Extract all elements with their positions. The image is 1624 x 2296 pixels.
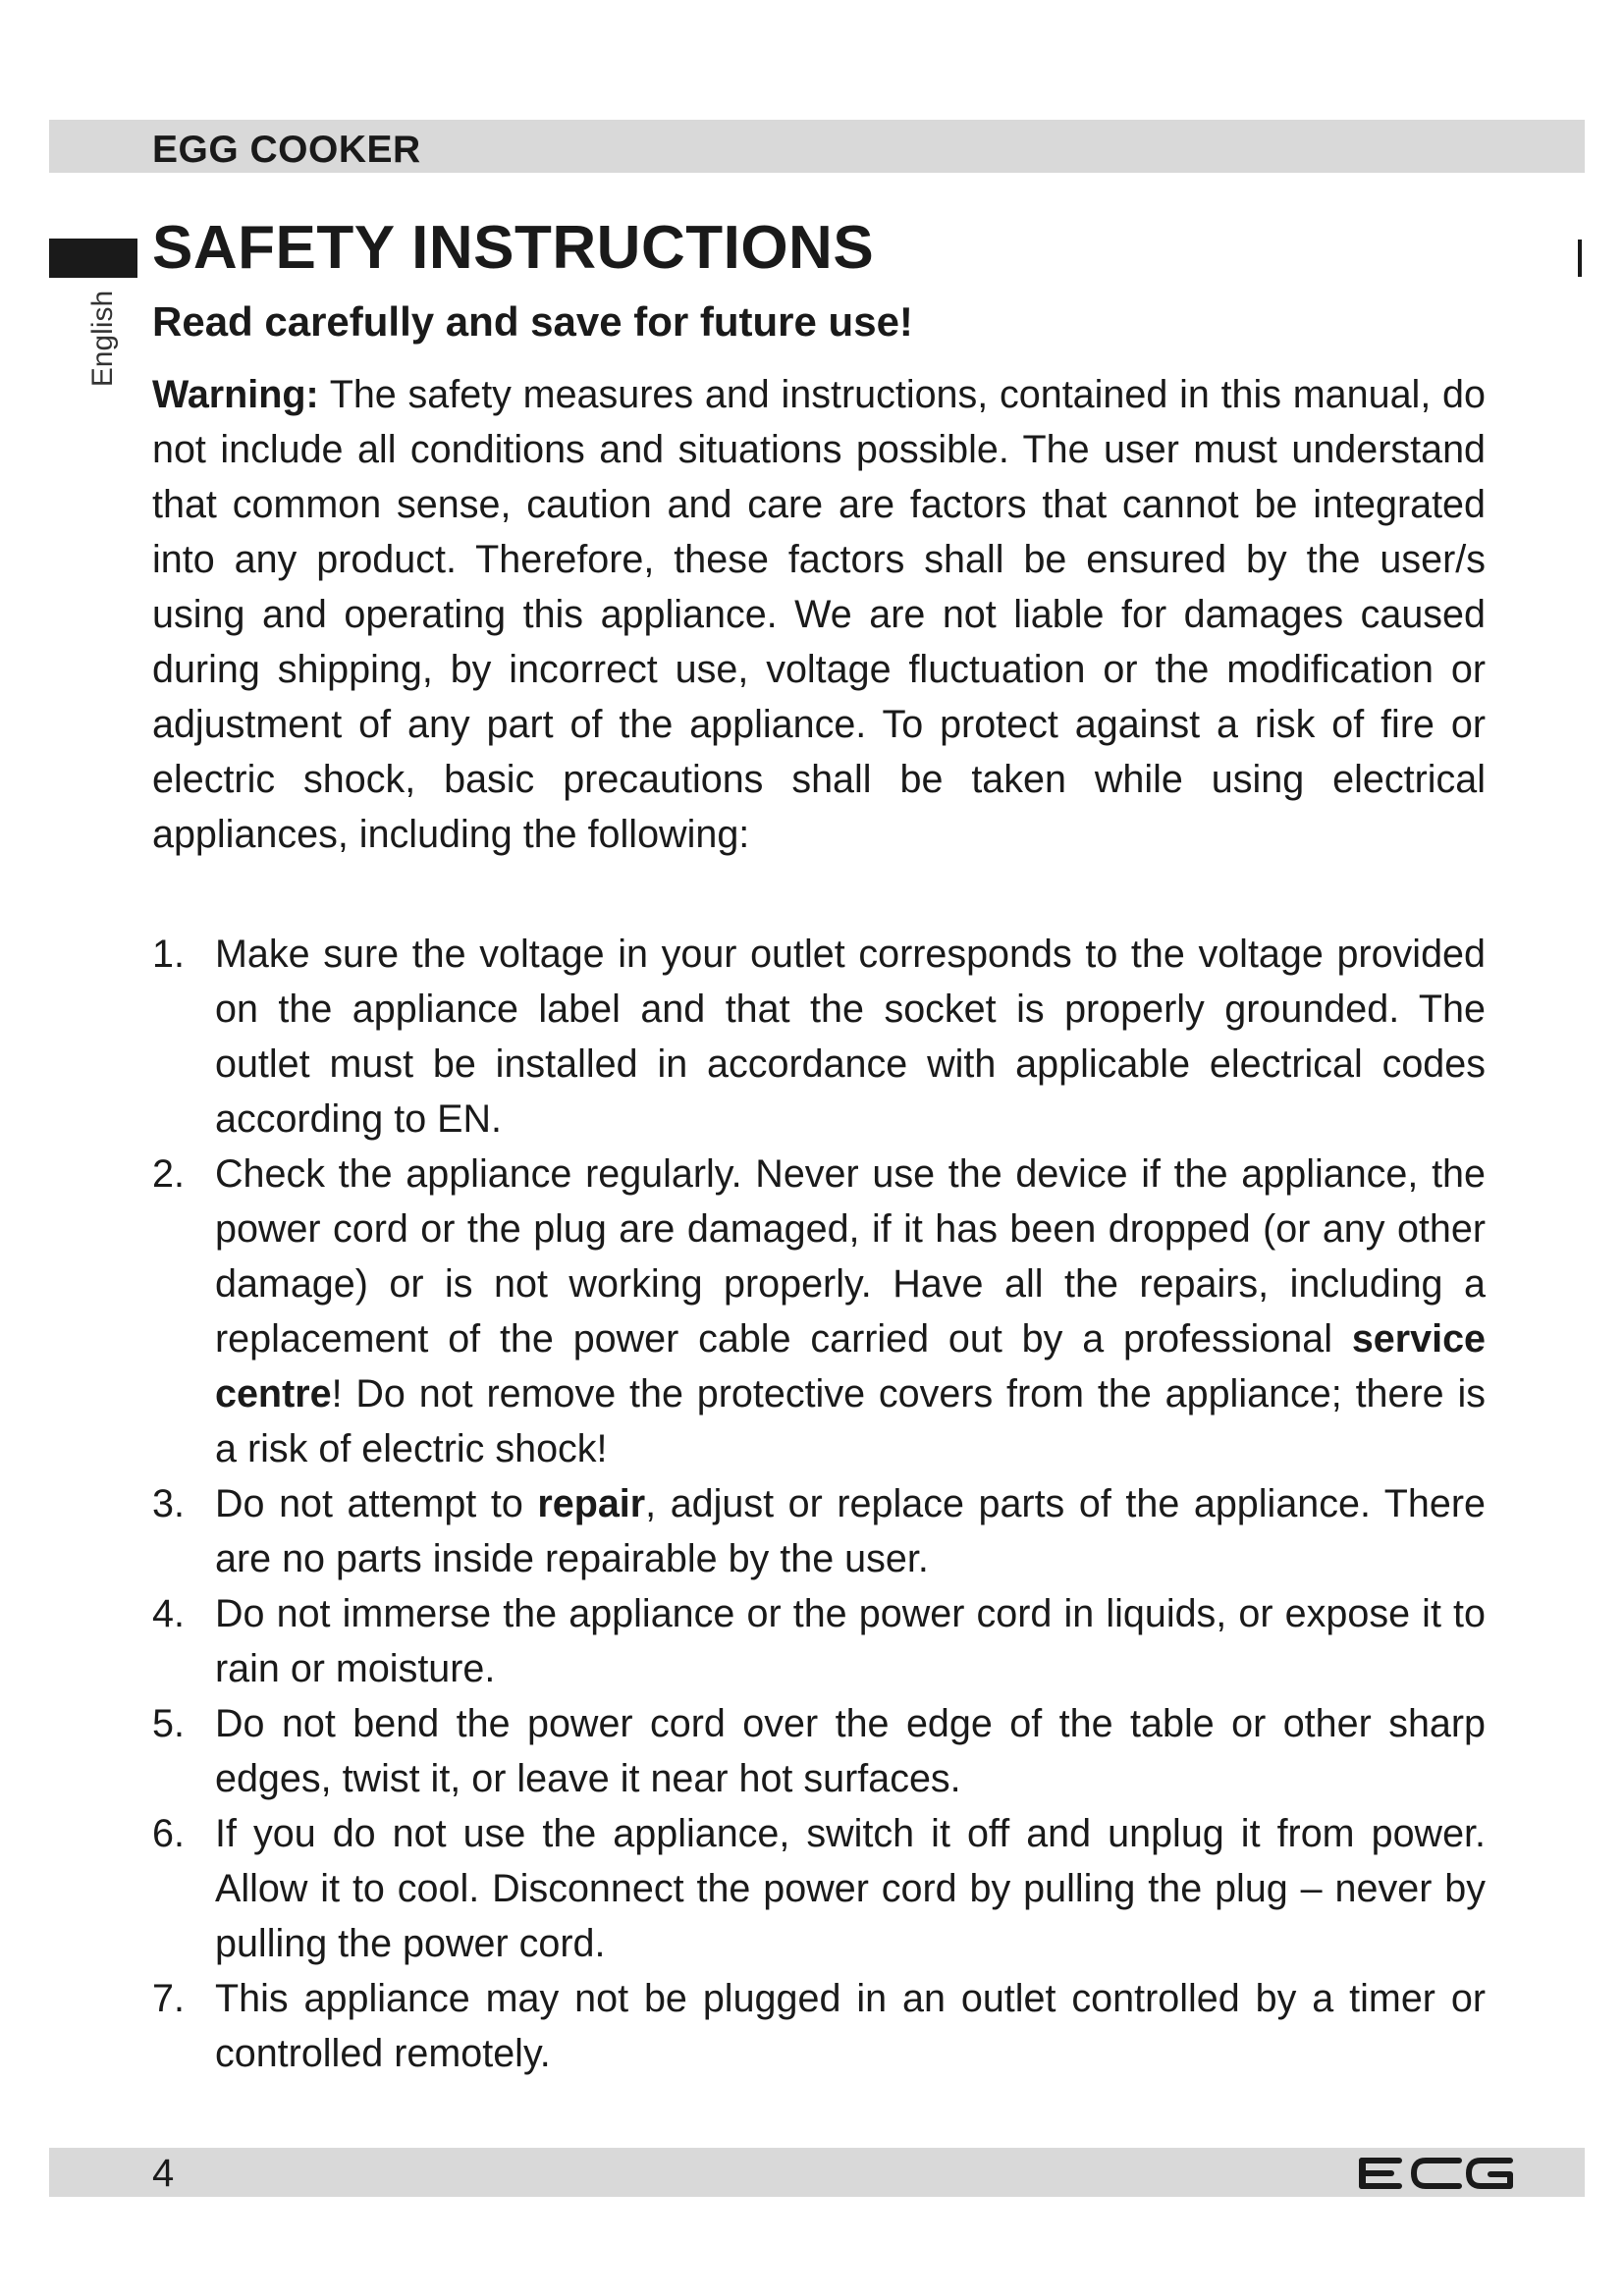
item-number: 4. <box>152 1592 185 1635</box>
list-item <box>152 1586 1486 1696</box>
item-text-part: Do not attempt to <box>215 1482 538 1525</box>
item-text-part: , adjust or replace parts of the appliance. There are no parts inside repairable by the user. <box>215 1482 1486 1580</box>
section-marker <box>49 239 137 278</box>
item-text: If you do not use the appliance, switch it off and unplug it from power. Allow it to cool. Disconnect the power cord by pulling the plug – never by pulling the power cord. <box>215 1812 1486 1965</box>
item-text <box>215 1152 1486 1470</box>
list-item <box>152 1476 1486 1586</box>
item-text <box>215 1482 1486 1580</box>
product-name: EGG COOKER <box>152 129 421 171</box>
item-text-part: Check the appliance regularly. Never use the device if the appliance, the power cord or the plug are damaged, if it has been dropped (or any other damage) or is not working properly. Have all the repairs, including a replacement of the power cable carried out by a professional <box>215 1152 1486 1361</box>
item-text: This appliance may not be plugged in an outlet controlled by a timer or controlled remotely. <box>215 1977 1486 2075</box>
language-label: English <box>86 290 119 388</box>
header-bar <box>49 120 1585 173</box>
item-text: Make sure the voltage in your outlet corresponds to the voltage provided on the appliance label and that the socket is properly grounded. The outlet must be installed in accordance with applicable electrical codes according to EN. <box>215 933 1486 1141</box>
page-number: 4 <box>152 2152 175 2195</box>
section-subtitle: Read carefully and save for future use! <box>152 298 913 345</box>
list-item <box>152 1971 1486 2081</box>
list-item <box>152 927 1486 1147</box>
item-text: Do not bend the power cord over the edge of the table or other sharp edges, twist it, or leave it near hot surfaces. <box>215 1702 1486 1800</box>
corner-mark <box>1578 240 1582 277</box>
warning-label: Warning: <box>152 373 319 416</box>
ecg-logo <box>1357 2154 1514 2193</box>
item-number: 6. <box>152 1812 185 1855</box>
warning-text: The safety measures and instructions, contained in this manual, do not include all conditions and situations possible. The user must understand that common sense, caution and care are factors that cannot be integrated into any product. Therefore, these factors shall be ensured by the user/s using and operating this appliance. We are not liable for damages caused during shipping, by incorrect use, voltage fluctuation or the modification or adjustment of any part of the appliance. To protect against a risk of fire or electric shock, basic precautions shall be taken while using electrical appliances, including the following: <box>152 373 1486 856</box>
footer-bar <box>49 2148 1585 2197</box>
list-item <box>152 1696 1486 1806</box>
item-text: Do not immerse the appliance or the power cord in liquids, or expose it to rain or moisture. <box>215 1592 1486 1690</box>
item-text-emphasis: service centre <box>215 1317 1486 1415</box>
warning-paragraph <box>152 367 1486 862</box>
item-number: 5. <box>152 1702 185 1745</box>
list-item <box>152 1147 1486 1476</box>
item-text-part: ! Do not remove the protective covers from the appliance; there is a risk of electric shock! <box>215 1372 1486 1470</box>
list-item <box>152 1806 1486 1971</box>
item-number: 2. <box>152 1152 185 1196</box>
item-number: 7. <box>152 1977 185 2020</box>
safety-list <box>152 927 1486 2081</box>
item-text-emphasis: repair <box>537 1482 646 1525</box>
item-number: 1. <box>152 933 185 976</box>
section-title: SAFETY INSTRUCTIONS <box>152 214 875 282</box>
item-number: 3. <box>152 1482 185 1525</box>
